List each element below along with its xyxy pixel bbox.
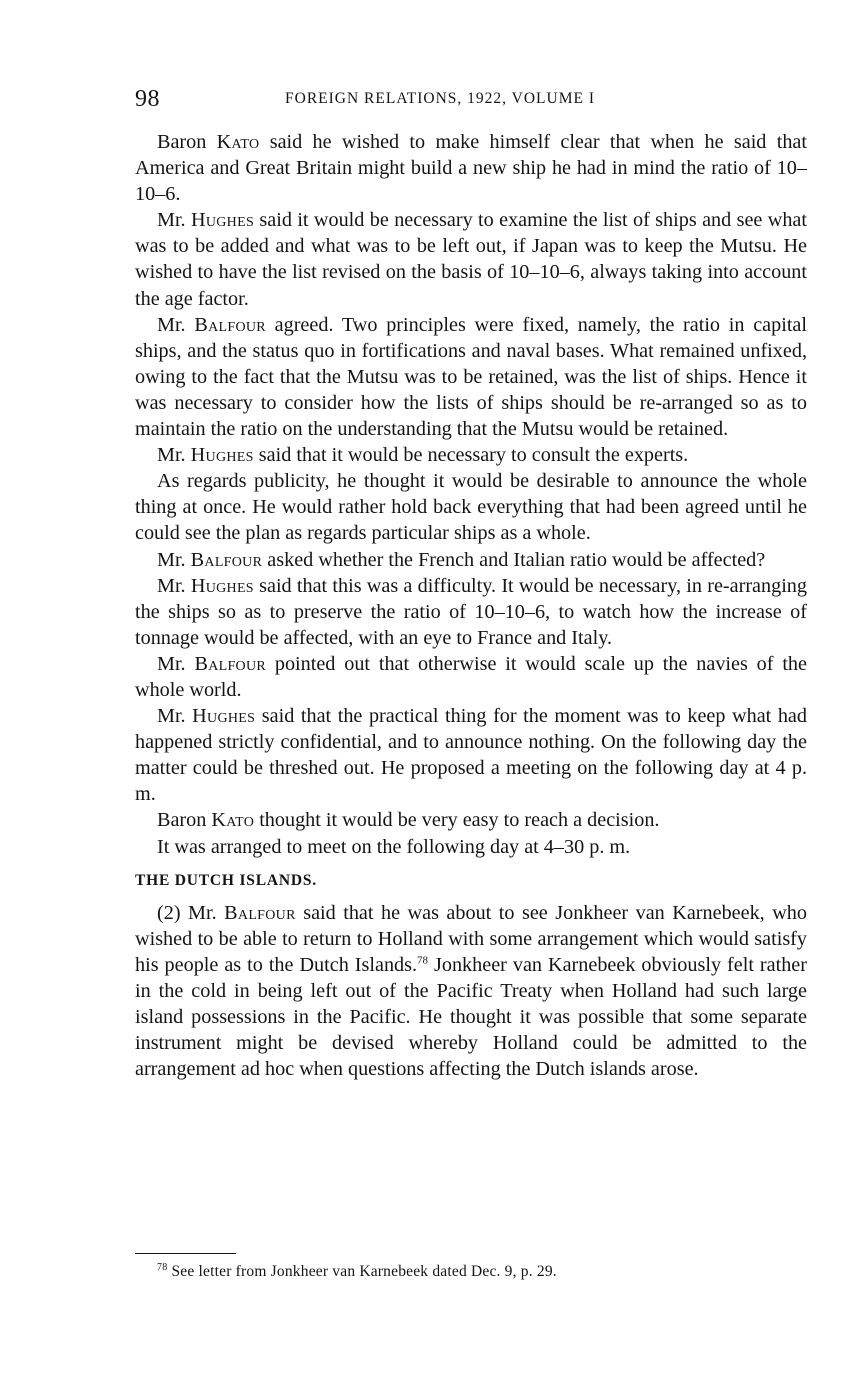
footnote-marker: 78: [157, 1261, 168, 1273]
paragraph-text: said he wished to make himself clear that when he said that America and Great Britain might build a new ship he had in mind the ratio of 10–10–6.: [135, 131, 807, 206]
paragraph-text: Jonkheer van Karnebeek obviously felt rather in the cold in being left out of the Pacific Treaty when Holland had such large island possessions in the Pacific. He thought it was possible that some separate instrument might be devised whereby Holland could be admitted to the arrangement ad hoc when questions affecting the Dutch islands arose.: [135, 953, 807, 1081]
speaker-name: Balfour: [194, 313, 266, 336]
paragraph-text: said that this was a difficulty. It would be necessary, in re-arranging the ships so as to preserve the ratio of 10–10–6, to watch how the increase of tonnage would be affected, with an eye to France and Italy.: [135, 574, 807, 649]
speaker-title: Mr.: [157, 313, 195, 336]
paragraph: [135, 207, 807, 311]
paragraph: [135, 468, 807, 546]
paragraph: [135, 900, 807, 1083]
speaker-name: Hughes: [190, 209, 255, 232]
paragraph: [135, 129, 807, 207]
speaker-title: Baron: [157, 131, 217, 153]
paragraph: [135, 651, 807, 703]
footnote-text: See letter from Jonkheer van Karnebeek dated Dec. 9, p. 29.: [167, 1263, 557, 1280]
speaker-name: Kato: [211, 809, 255, 832]
paragraph: [135, 834, 807, 860]
paragraph: [135, 547, 807, 573]
footnote-divider: [135, 1253, 236, 1254]
paragraph: [135, 312, 807, 442]
speaker-name: Hughes: [190, 444, 254, 467]
speaker-title: Mr.: [157, 209, 191, 232]
paragraph-text: asked whether the French and Italian ratio would be affected?: [262, 548, 766, 571]
footnote: [157, 1263, 557, 1281]
speaker-title: Mr.: [157, 444, 191, 467]
paragraph-text: agreed. Two principles were fixed, namely, the ratio in capital ships, and the status quo in fortifications and naval bases. What remained unfixed, owing to the fact that the Mutsu was to be retained, was the list of ships. Hence it was necessary to consider how the lists of ships should be re-arranged so as to maintain the ratio on the understanding that the Mutsu would be retained.: [135, 313, 807, 441]
paragraph-text: said it would be necessary to examine the list of ships and see what was to be added and what was to be left out, if Japan was to keep the Mutsu. He wished to have the list revised on the basis of 10–10–6, always taking into account the age factor.: [135, 209, 807, 310]
paragraph-text: thought it would be very easy to reach a decision.: [254, 809, 660, 832]
speaker-title: (2) Mr.: [157, 901, 225, 924]
speaker-title: Mr.: [157, 705, 193, 728]
paragraph-text: said that the practical thing for the moment was to keep what had happened strictly confidential, and to announce nothing. On the following day the matter could be threshed out. He proposed a meeting on the following day at 4 p. m.: [135, 705, 807, 806]
paragraph: [135, 807, 807, 833]
paragraph-text: It was arranged to meet on the following day at 4–30 p. m.: [157, 835, 631, 858]
paragraph-text: As regards publicity, he thought it would be desirable to announce the whole thing at once. He would rather hold back everything that had been agreed until he could see the plan as regards particular ships as a whole.: [135, 470, 807, 545]
paragraph: [135, 573, 807, 651]
speaker-name: Balfour: [190, 548, 263, 571]
paragraph: [135, 442, 807, 468]
speaker-title: Mr.: [157, 652, 195, 675]
speaker-name: Balfour: [224, 901, 296, 924]
page-header: [135, 86, 807, 116]
footnote-reference[interactable]: 78: [417, 954, 429, 967]
section-heading: THE DUTCH ISLANDS.: [135, 871, 317, 889]
speaker-title: Mr.: [157, 574, 191, 597]
speaker-title: Mr.: [157, 548, 191, 571]
speaker-title: Baron: [157, 809, 212, 832]
paragraph-text: said that he was about to see Jonkheer van Karnebeek, who wished to be able to return to Holland with some arrangement which would satisfy his people as to the Dutch Islands.: [135, 901, 807, 976]
speaker-name: Kato: [216, 131, 260, 153]
paragraph: [135, 703, 807, 807]
running-head: FOREIGN RELATIONS, 1922, VOLUME I: [285, 90, 595, 107]
speaker-name: Hughes: [190, 574, 254, 597]
paragraph-text: pointed out that otherwise it would scale up the navies of the whole world.: [135, 652, 807, 701]
speaker-name: Balfour: [194, 652, 267, 675]
paragraph-text: said that it would be necessary to consult the experts.: [253, 444, 689, 467]
speaker-name: Hughes: [192, 705, 256, 728]
document-body: [135, 129, 807, 1082]
page-number: 98: [135, 86, 160, 112]
